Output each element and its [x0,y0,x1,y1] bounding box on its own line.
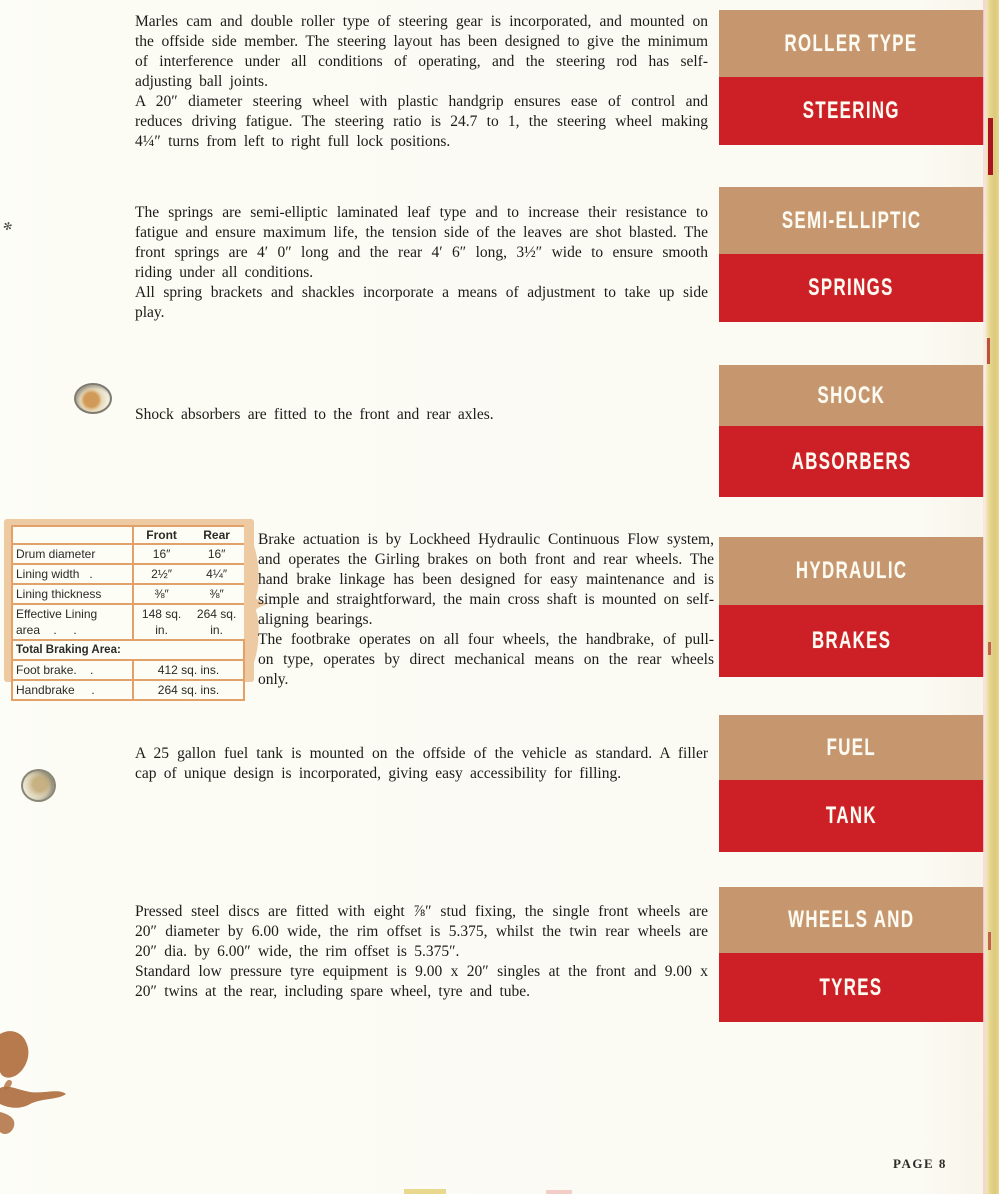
table-row [12,564,244,584]
table-row [12,544,244,564]
tab-upper-band [719,187,984,254]
header-front: Front [133,526,189,544]
binding-hole [74,383,112,414]
paragraph: The footbrake operates on all four wheels, the handbrake, of pull-on type, operates by direct mechanical means on the rear wheels only. [258,631,714,688]
binding-hole [21,769,56,802]
bottom-scan-mark [546,1190,572,1194]
wheels-paragraphs [135,902,708,1002]
table-total-row [12,660,244,680]
tab-lower-band [719,254,984,322]
paragraph: Shock absorbers are fitted to the front and rear axles. [135,406,494,423]
page-number: PAGE 8 [893,1156,947,1171]
springs-paragraphs [135,203,708,323]
tab-upper-band [719,537,984,605]
paragraph: All spring brackets and shackles incorporate a means of adjustment to take up side play. [135,284,708,321]
total-value: 412 sq. ins. [133,660,244,680]
tab-lower-label: TYRES [819,973,883,1001]
row-label: Effective Lining area . . [12,604,133,640]
section-tab-shock-absorbers [719,365,984,497]
tab-lower-band [719,426,984,497]
tab-lower-label: TANK [825,802,878,829]
steering-paragraphs [135,12,708,152]
paragraph: Brake actuation is by Lockheed Hydraulic Continuous Flow system, and operates the Girling brakes on both front and rear wheels. The hand brake linkage has been designed for easy maintenance and is simple and straightforward, the main cross shaft is mounted on self-aligning bearings. [258,531,714,628]
tab-upper-band [719,715,984,780]
tab-lower-band [719,953,984,1022]
paragraph: Marles cam and double roller type of steering gear is incorporated, and mounted on the offside side member. The steering layout has been designed to give the minimum of interference under all conditions of operating, and the steering rod has self-adjusting ball joints. [135,13,708,90]
section-tab-steering [719,10,984,145]
table-row [12,584,244,604]
edge-red-mark [988,642,991,655]
row-front-value: ⅜″ [133,584,189,604]
tab-upper-band [719,887,984,953]
tab-lower-label: STEERING [802,97,901,124]
ink-speck: ✻ [1,219,14,234]
total-heading: Total Braking Area: [12,640,244,660]
table-total-heading-row [12,640,244,660]
table-header-row [12,526,244,544]
section-tab-springs [719,187,984,322]
row-front-value: 16″ [133,544,189,564]
row-rear-value: 264 sq. in. [189,604,244,640]
row-rear-value: ⅜″ [189,584,244,604]
shock-paragraphs [135,405,708,425]
edge-red-mark [988,932,991,950]
tab-upper-label: HYDRAULIC [795,557,908,584]
row-front-value: 148 sq. in. [133,604,189,640]
tab-lower-label: SPRINGS [808,274,895,301]
paragraph: A 25 gallon fuel tank is mounted on the offside of the vehicle as standard. A filler cap of unique design is incorporated, giving easy accessibility for filling. [135,745,708,782]
tab-lower-label: ABSORBERS [791,447,912,475]
row-label: Drum diameter [12,544,133,564]
tab-upper-label: SHOCK [817,381,886,409]
brakes-paragraphs [258,530,714,690]
brake-specs-table [11,525,245,701]
section-tab-fuel-tank [719,715,984,852]
tab-upper-label: ROLLER TYPE [784,29,918,57]
page-edge-strip [986,0,999,1194]
tab-upper-band [719,10,984,77]
tab-upper-band [719,365,984,426]
tab-lower-band [719,77,984,145]
tab-lower-band [719,780,984,852]
paper-stain [0,1026,92,1186]
row-front-value: 2½″ [133,564,189,584]
fuel-paragraphs [135,744,708,784]
bottom-scan-mark [404,1189,446,1194]
paragraph: Standard low pressure tyre equipment is 9.00 x 20″ singles at the front and 9.00 x 20″ twins at the rear, including spare wheel, tyre and tube. [135,963,708,1000]
header-rear: Rear [189,526,244,544]
row-rear-value: 4¼″ [189,564,244,584]
row-rear-value: 16″ [189,544,244,564]
paragraph: A 20″ diameter steering wheel with plastic handgrip ensures ease of control and reduces driving fatigue. The steering ratio is 24.7 to 1, the steering wheel making 4¼″ turns from left to right full lock positions. [135,93,708,150]
tab-lower-label: BRAKES [811,627,892,654]
tab-upper-label: WHEELS AND [788,906,915,933]
tab-upper-label: SEMI-ELLIPTIC [781,206,922,234]
edge-red-mark [987,338,990,364]
tab-upper-label: FUEL [826,733,877,761]
table-total-row [12,680,244,700]
tab-lower-band [719,605,984,677]
header-empty-cell [12,526,133,544]
total-label: Handbrake . [12,680,133,700]
section-tab-wheels-tyres [719,887,984,1022]
row-label: Lining thickness [12,584,133,604]
brake-specs-callout [4,519,254,697]
paragraph: Pressed steel discs are fitted with eight ⅞″ stud fixing, the single front wheels are 20″ diameter by 6.00 wide, the rim offset is 5.375, whilst the twin rear wheels are 20″ dia. by 6.00″ wide, the rim offset is 5.375″. [135,903,708,960]
total-label: Foot brake. . [12,660,133,680]
paragraph: The springs are semi-elliptic laminated leaf type and to increase their resistance to fatigue and ensure maximum life, the tension side of the leaves are shot blasted. The front springs are 4′ 0″ long and the rear 4′ 6″ long, 3½″ wide to ensure smooth riding under all conditions. [135,204,708,281]
edge-red-mark [988,118,993,175]
table-row [12,604,244,640]
section-tab-brakes [719,537,984,677]
row-label: Lining width . [12,564,133,584]
total-value: 264 sq. ins. [133,680,244,700]
